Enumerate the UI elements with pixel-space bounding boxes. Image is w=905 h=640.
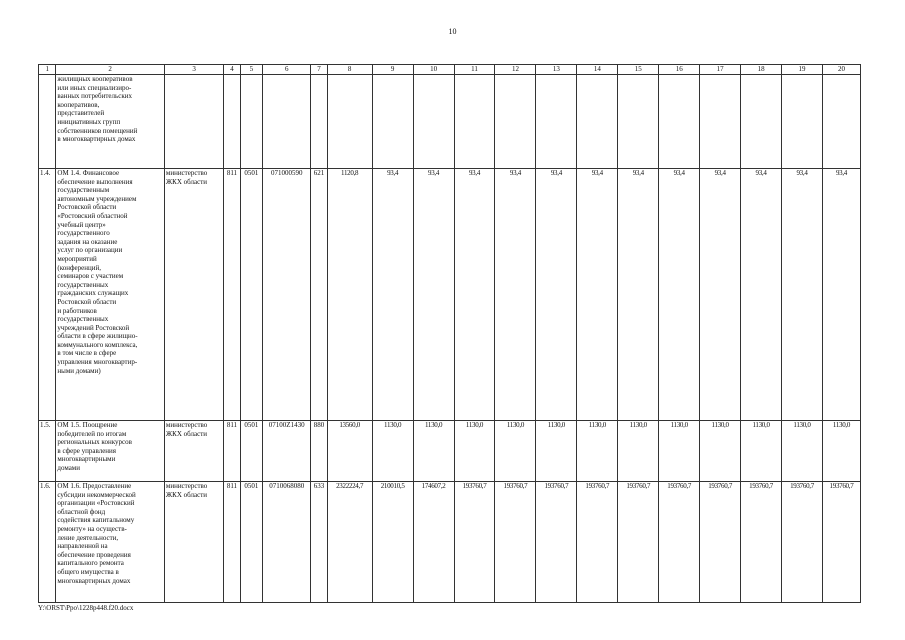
row-number-cell: 1.6. — [39, 482, 56, 603]
amount-cell: 1130,0 — [577, 421, 618, 482]
amount-cell: 93,4 — [495, 169, 536, 421]
amount-cell: 193760,7 — [618, 482, 659, 603]
amount-cell — [659, 75, 700, 169]
table-row — [39, 75, 861, 169]
amount-cell — [327, 75, 372, 169]
amount-cell: 93,4 — [577, 169, 618, 421]
column-number-cell: 7 — [311, 65, 327, 75]
amount-cell: 193760,7 — [700, 482, 741, 603]
table-row — [39, 482, 861, 603]
table-row — [39, 169, 861, 421]
column-number-cell: 10 — [413, 65, 454, 75]
row-number-cell: 1.5. — [39, 421, 56, 482]
rzpr-code-cell: 0501 — [240, 482, 263, 603]
column-number-cell: 14 — [577, 65, 618, 75]
amount-cell — [372, 75, 413, 169]
vr-code-cell: 633 — [311, 482, 327, 603]
amount-cell: 1130,0 — [782, 421, 823, 482]
amount-cell — [741, 75, 782, 169]
column-number-cell: 6 — [263, 65, 311, 75]
amount-cell: 193760,7 — [741, 482, 782, 603]
column-number-cell: 19 — [782, 65, 823, 75]
csr-code-cell: 071000590 — [263, 169, 311, 421]
amount-cell: 93,4 — [372, 169, 413, 421]
vr-code-cell — [311, 75, 327, 169]
footer-file-path: Y:\ORST\Ppo\1228p448.f20.docx — [38, 604, 134, 612]
amount-cell: 193760,7 — [822, 482, 860, 603]
event-description-cell: ОМ 1.4. Финансовое обеспечение выполнения государственным автономным учреждением Ростовской области «Ростовский областной учебный центр» государственного задания на оказание услуг по организации мероприятий (конференций, семинаров с участием государственных гражданских служащих Ростовской области и работников государственных учреждений Ростовской области в сфере жилищно- коммунального комплекса, в том числе в сфере управления многоквартир- ными домами) — [56, 169, 165, 421]
amount-cell: 1130,0 — [659, 421, 700, 482]
amount-cell: 193760,7 — [659, 482, 700, 603]
amount-cell: 1130,0 — [618, 421, 659, 482]
csr-code-cell: 0710068080 — [263, 482, 311, 603]
column-number-cell: 2 — [56, 65, 165, 75]
grbs-code-cell: 811 — [224, 421, 240, 482]
amount-cell — [413, 75, 454, 169]
amount-cell: 1130,0 — [495, 421, 536, 482]
amount-cell: 2322224,7 — [327, 482, 372, 603]
row-number-cell — [39, 75, 56, 169]
amount-cell: 93,4 — [659, 169, 700, 421]
executor-cell: министерство ЖКХ области — [164, 169, 223, 421]
row-number-cell: 1.4. — [39, 169, 56, 421]
amount-cell: 93,4 — [413, 169, 454, 421]
column-number-cell: 9 — [372, 65, 413, 75]
column-number-cell: 12 — [495, 65, 536, 75]
amount-cell: 13560,0 — [327, 421, 372, 482]
amount-cell — [577, 75, 618, 169]
grbs-code-cell: 811 — [224, 169, 240, 421]
amount-cell: 1130,0 — [822, 421, 860, 482]
amount-cell: 93,4 — [536, 169, 577, 421]
vr-code-cell: 880 — [311, 421, 327, 482]
rzpr-code-cell: 0501 — [240, 421, 263, 482]
column-number-cell: 17 — [700, 65, 741, 75]
vr-code-cell: 621 — [311, 169, 327, 421]
amount-cell: 1120,8 — [327, 169, 372, 421]
amount-cell: 193760,7 — [454, 482, 495, 603]
column-number-cell: 20 — [822, 65, 860, 75]
csr-code-cell — [263, 75, 311, 169]
budget-table — [38, 64, 861, 603]
amount-cell: 1130,0 — [413, 421, 454, 482]
amount-cell: 93,4 — [782, 169, 823, 421]
executor-cell: министерство ЖКХ области — [164, 482, 223, 603]
amount-cell: 93,4 — [741, 169, 782, 421]
column-number-cell: 11 — [454, 65, 495, 75]
grbs-code-cell — [224, 75, 240, 169]
rzpr-code-cell — [240, 75, 263, 169]
executor-cell — [164, 75, 223, 169]
column-number-cell: 18 — [741, 65, 782, 75]
amount-cell: 93,4 — [618, 169, 659, 421]
amount-cell: 193760,7 — [495, 482, 536, 603]
amount-cell: 1130,0 — [536, 421, 577, 482]
amount-cell — [454, 75, 495, 169]
amount-cell: 193760,7 — [536, 482, 577, 603]
column-number-cell: 15 — [618, 65, 659, 75]
table-row — [39, 421, 861, 482]
amount-cell: 174607,2 — [413, 482, 454, 603]
amount-cell: 93,4 — [700, 169, 741, 421]
column-number-cell: 16 — [659, 65, 700, 75]
amount-cell: 210010,5 — [372, 482, 413, 603]
column-number-cell: 4 — [224, 65, 240, 75]
page-number: 10 — [448, 27, 457, 36]
amount-cell — [822, 75, 860, 169]
amount-cell: 1130,0 — [372, 421, 413, 482]
event-description-cell: ОМ 1.6. Предоставление субсидии некоммерческой организации «Ростовский областной фонд содействия капитальному ремонту» на осуществ- ление деятельности, направленной на обеспечение проведения капитального ремонта общего имущества в многоквартирных домах — [56, 482, 165, 603]
executor-cell: министерство ЖКХ области — [164, 421, 223, 482]
event-description-cell: жилищных кооперативов или иных специализиро- ванных потребительских кооперативов, представителей инициативных групп собственников помещений в многоквартирных домах — [56, 75, 165, 169]
grbs-code-cell: 811 — [224, 482, 240, 603]
amount-cell: 193760,7 — [782, 482, 823, 603]
column-number-cell: 13 — [536, 65, 577, 75]
amount-cell — [782, 75, 823, 169]
rzpr-code-cell: 0501 — [240, 169, 263, 421]
column-number-cell: 3 — [164, 65, 223, 75]
amount-cell: 1130,0 — [454, 421, 495, 482]
amount-cell: 193760,7 — [577, 482, 618, 603]
amount-cell: 1130,0 — [741, 421, 782, 482]
event-description-cell: ОМ 1.5. Поощрение победителей по итогам региональных конкурсов в сфере управления многоквартирными домами — [56, 421, 165, 482]
amount-cell — [495, 75, 536, 169]
column-number-cell: 1 — [39, 65, 56, 75]
csr-code-cell: 07100Z1430 — [263, 421, 311, 482]
amount-cell: 1130,0 — [700, 421, 741, 482]
amount-cell — [536, 75, 577, 169]
amount-cell: 93,4 — [822, 169, 860, 421]
column-number-cell: 8 — [327, 65, 372, 75]
column-number-header-row — [39, 65, 861, 75]
amount-cell — [700, 75, 741, 169]
amount-cell: 93,4 — [454, 169, 495, 421]
column-number-cell: 5 — [240, 65, 263, 75]
amount-cell — [618, 75, 659, 169]
